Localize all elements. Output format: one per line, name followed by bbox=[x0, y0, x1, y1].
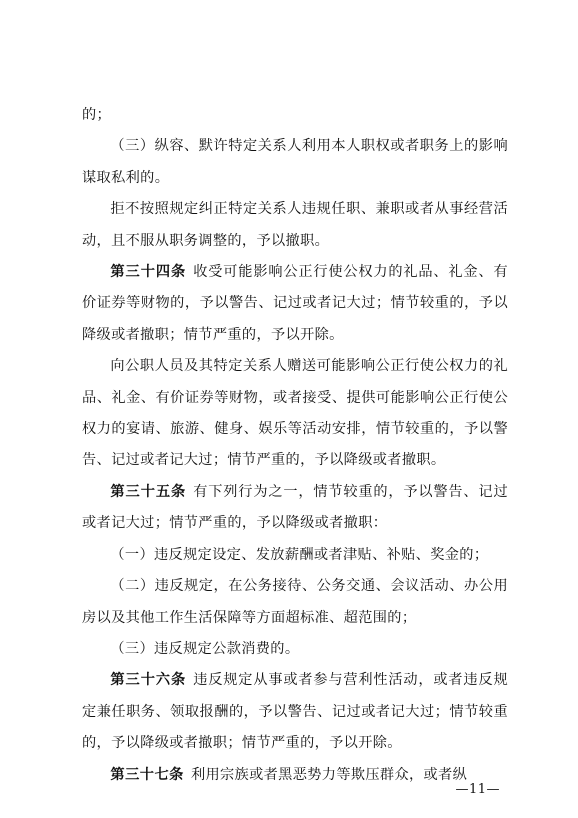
article-36-heading: 第三十六条 bbox=[110, 672, 187, 689]
page-number: —11— bbox=[455, 782, 500, 797]
paragraph-1-text: 的； bbox=[82, 107, 112, 123]
paragraph-5-text: 向公职人员及其特定关系人赠送可能影响公正行使公权力的礼品、礼金、有价证券等财物，或者接受、提供可能影响公正行使公权力的宴请、旅游、健身、娱乐等活动安排，情节较重的，予以警告、记过或者记大过；情节严重的，予以降级或者撤职。 bbox=[82, 358, 508, 469]
article-35 bbox=[82, 477, 508, 540]
paragraph-7-text: （一）违反规定设定、发放薪酬或者津贴、补贴、奖金的； bbox=[110, 546, 489, 563]
article-35-text: 有下列行为之一，情节较重的，予以警告、记过或者记大过；情节严重的，予以降级或者撤职： bbox=[82, 483, 508, 532]
paragraph-5 bbox=[82, 351, 508, 477]
paragraph-8 bbox=[82, 571, 508, 634]
paragraph-9-text: （三）违反规定公款消费的。 bbox=[110, 640, 300, 657]
article-35-heading: 第三十五条 bbox=[110, 483, 187, 500]
article-37-text: 利用宗族或者黑恶势力等欺压群众，或者纵 bbox=[190, 766, 468, 783]
article-37 bbox=[82, 760, 508, 791]
paragraph-2 bbox=[82, 131, 508, 194]
paragraph-9 bbox=[82, 634, 508, 665]
article-36-text: 违反规定从事或者参与营利性活动，或者违反规定兼任职务、领取报酬的，予以警告、记过或者记大过；情节较重的，予以降级或者撤职；情节严重的，予以开除。 bbox=[82, 672, 508, 752]
article-36 bbox=[82, 665, 508, 759]
document-body bbox=[82, 100, 508, 791]
paragraph-7 bbox=[82, 540, 508, 571]
paragraph-3-text: 拒不按照规定纠正特定关系人违规任职、兼职或者从事经营活动，且不服从职务调整的，予以撤职。 bbox=[82, 201, 508, 249]
article-34-heading: 第三十四条 bbox=[110, 264, 187, 281]
article-37-heading: 第三十七条 bbox=[110, 766, 184, 783]
paragraph-1 bbox=[82, 100, 508, 131]
article-34-text: 收受可能影响公正行使公权力的礼品、礼金、有价证券等财物的，予以警告、记过或者记大过；情节较重的，予以降级或者撤职；情节严重的，予以开除。 bbox=[82, 264, 508, 343]
paragraph-3 bbox=[82, 194, 508, 257]
paragraph-8-text: （二）违反规定，在公务接待、公务交通、会议活动、办公用房以及其他工作生活保障等方面超标准、超范围的； bbox=[82, 578, 508, 626]
paragraph-2-text: （三）纵容、默许特定关系人利用本人职权或者职务上的影响谋取私利的。 bbox=[82, 138, 508, 186]
article-34 bbox=[82, 257, 508, 351]
